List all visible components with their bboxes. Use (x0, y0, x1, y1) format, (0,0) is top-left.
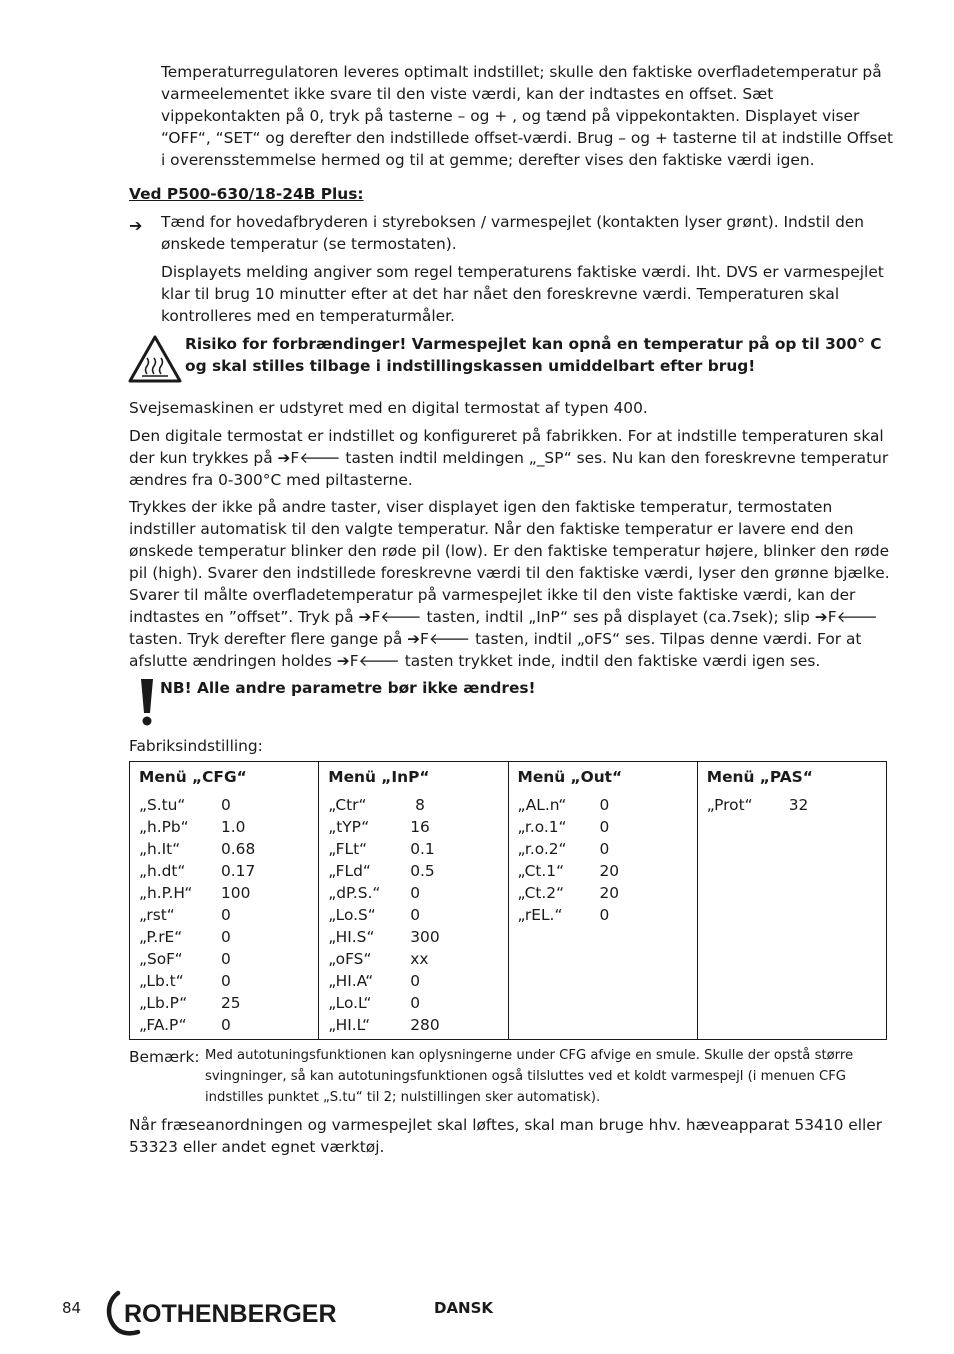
menu-title: Menü „Out“ (517, 768, 623, 786)
note-label: Bemærk: (129, 1048, 200, 1066)
page-number: 84 (62, 1299, 82, 1317)
param-value: 0.17 (221, 862, 256, 880)
param-row (328, 904, 507, 926)
model-heading: Ved P500-630/18-24B Plus: (129, 185, 364, 203)
display-paragraph: Displayets melding angiver som regel temperaturens faktiske værdi. Iht. DVS er varmespejlet klar til brug 10 minutter efter at det har nået den foreskrevne værdi. Temperaturen skal kontrolleres med en temperaturmåler. (161, 263, 884, 325)
param-value: 0 (410, 972, 421, 990)
param-row (139, 860, 318, 882)
param-row (518, 904, 697, 926)
param-value: 300 (410, 928, 440, 946)
param-key: „h.P.H“ (139, 884, 193, 902)
param-row (139, 794, 318, 816)
param-row (518, 794, 697, 816)
menu-pas-column (697, 762, 886, 1039)
param-row (328, 816, 507, 838)
factory-settings-table (129, 761, 887, 1040)
param-row (328, 794, 507, 816)
param-row (328, 882, 507, 904)
param-value: 0.5 (410, 862, 435, 880)
param-key: „rst“ (139, 906, 175, 924)
param-row (328, 838, 507, 860)
param-key: „HI.L“ (328, 1016, 371, 1034)
param-key: „FA.P“ (139, 1016, 187, 1034)
param-value: 0 (221, 950, 231, 968)
param-row (518, 816, 697, 838)
param-row (328, 992, 507, 1014)
param-key: „Ct.2“ (517, 884, 565, 902)
param-value: 0 (599, 906, 610, 924)
param-key: „h.dt“ (139, 862, 186, 880)
param-value: 0 (599, 840, 610, 858)
param-row (328, 1014, 507, 1036)
param-row (328, 860, 507, 882)
rothenberger-logo (104, 1290, 350, 1336)
param-key: „AL.n“ (517, 796, 567, 814)
param-value: 0.68 (221, 840, 256, 858)
param-row (139, 838, 318, 860)
param-row (139, 1014, 318, 1036)
param-key: „dP.S.“ (328, 884, 381, 902)
param-key: „Lo.L“ (328, 994, 372, 1012)
burn-warning-text: Risiko for forbrændinger! Varmespejlet kan opnå en temperatur på op til 300° C og skal stilles tilbage i indstillingskassen umiddelbart efter brug! (185, 335, 882, 375)
factory-settings-label: Fabriksindstilling: (129, 737, 263, 755)
param-key: „r.o.1“ (517, 818, 567, 836)
param-row (139, 926, 318, 948)
menu-inp-column (318, 762, 507, 1039)
param-row (328, 970, 507, 992)
param-key: „Lb.P“ (139, 994, 188, 1012)
param-row (328, 926, 507, 948)
param-row (139, 816, 318, 838)
param-value: 0 (410, 906, 421, 924)
param-key: „SoF“ (139, 950, 183, 968)
param-value: 20 (599, 884, 620, 902)
arrow-bullet-icon: ➔ (129, 216, 143, 235)
menu-title: Menü „PAS“ (706, 768, 813, 786)
keys-paragraph: Trykkes der ikke på andre taster, viser displayet igen den faktiske temperatur, termostaten indstiller automatisk til den valgte temperatur. Når den faktiske temperatur er lavere end den ønskede temperatur blinker den røde pil (low). Er den faktiske temperatur højere, blinker den røde pil (high). Svarer den indstillede foreskrevne værdi til den faktiske værdi, lyser den grønne bjælke. Svarer til målte overfladetemperatur på varmespejlet ikke til den viste faktiske værdi, kan der indtastes en ”offset”. Tryk på ➔F🡐 tasten, indtil „InP“ ses på displayet (ca.7sek); slip ➔F🡐 tasten. Tryk derefter flere gange på ➔F🡐 tasten, indtil „oFS“ ses. Tilpas denne værdi. For at afslutte ændringen holdes ➔F🡐 tasten trykket inde, indtil den faktiske værdi igen ses. (129, 498, 890, 670)
param-row (139, 904, 318, 926)
param-key: „h.It“ (139, 840, 181, 858)
thermostat-paragraph: Svejsemaskinen er udstyret med en digital termostat af typen 400. (129, 399, 648, 417)
param-row (139, 948, 318, 970)
param-value: 0 (599, 796, 610, 814)
lifting-paragraph: Når fræseanordningen og varmespejlet skal løftes, skal man bruge hhv. hæveapparat 53410 eller 53323 eller andet egnet værktøj. (129, 1116, 883, 1156)
param-key: „oFS“ (328, 950, 372, 968)
param-value: 20 (599, 862, 620, 880)
param-row (139, 882, 318, 904)
param-value: 16 (410, 818, 430, 836)
param-key: „Ct.1“ (517, 862, 565, 880)
param-key: „HI.A“ (328, 972, 374, 990)
param-key: „HI.S“ (328, 928, 375, 946)
param-row (139, 970, 318, 992)
param-value: 0 (221, 906, 231, 924)
menu-title: Menü „CFG“ (139, 768, 247, 786)
menu-out-column (508, 762, 697, 1039)
param-value: 32 (788, 796, 809, 814)
param-key: „Prot“ (706, 796, 753, 814)
param-key: „h.Pb“ (139, 818, 189, 836)
param-value: 8 (410, 796, 425, 814)
param-key: „r.o.2“ (517, 840, 567, 858)
param-row (328, 948, 507, 970)
param-key: „FLd“ (328, 862, 371, 880)
param-value: 280 (410, 1016, 440, 1034)
param-value: 100 (221, 884, 251, 902)
param-value: 0 (221, 1016, 231, 1034)
note-text: Med autotuningsfunktionen kan oplysningerne under CFG afvige en smule. Skulle der opstå større svingninger, så kan autotuningsfunktionen også tilsluttes ved et koldt varmespejl (i menuen CFG indstilles punktet „S.tu“ til 2; nulstillingen sker automatisk). (205, 1048, 854, 1105)
param-row (139, 992, 318, 1014)
param-key: „tYP“ (328, 818, 370, 836)
exclamation-icon (138, 677, 156, 727)
param-row (518, 838, 697, 860)
digital-thermostat-paragraph: Den digitale termostat er indstillet og konfigureret på fabrikken. For at indstille temperaturen skal der kun trykkes på ➔F🡐 tasten indtil meldingen „_SP“ ses. Nu kan den foreskrevne temperatur ændres fra 0-300°C med piltasterne. (129, 427, 889, 489)
param-value: 25 (221, 994, 241, 1012)
param-key: „S.tu“ (139, 796, 186, 814)
param-key: „Lo.S“ (328, 906, 376, 924)
param-value: 0 (221, 796, 231, 814)
param-value: 0 (410, 994, 421, 1012)
brand-name: ROTHENBERGER (124, 1300, 337, 1328)
param-key: „FLt“ (328, 840, 368, 858)
menu-title: Menü „InP“ (328, 768, 430, 786)
intro-paragraph: Temperaturregulatoren leveres optimalt indstillet; skulle den faktiske overfladetemperatur på varmeelementet ikke svare til den viste værdi, kan der indtastes en offset. Sæt vippekontakten på 0, tryk på tasterne – og + , og tænd på vippekontakten. Displayet viser “OFF“, “SET“ og derefter den indstillede offset-værdi. Brug – og + tasterne til at indstille Offset i overensstemmelse hermed og til at gemme; derefter vises den faktiske værdi igen. (161, 63, 894, 169)
menu-cfg-column (130, 762, 318, 1039)
hot-surface-warning-icon (128, 334, 182, 384)
param-key: „P.rE“ (139, 928, 183, 946)
param-row (707, 794, 886, 816)
param-value: 0 (221, 972, 231, 990)
language-label: DANSK (434, 1299, 494, 1317)
param-key: „Lb.t“ (139, 972, 184, 990)
param-value: 0 (599, 818, 610, 836)
param-row (518, 860, 697, 882)
param-key: „Ctr“ (328, 796, 367, 814)
param-value: 0 (410, 884, 421, 902)
bullet-instruction: Tænd for hovedafbryderen i styreboksen / varmespejlet (kontakten lyser grønt). Indstil den ønskede temperatur (se termostaten). (161, 213, 865, 253)
param-value: 1.0 (221, 818, 246, 836)
param-value: xx (410, 950, 429, 968)
param-value: 0 (221, 928, 231, 946)
param-key: „rEL.“ (517, 906, 563, 924)
param-row (518, 882, 697, 904)
param-value: 0.1 (410, 840, 435, 858)
nb-note: NB! Alle andre parametre bør ikke ændres! (160, 679, 536, 697)
